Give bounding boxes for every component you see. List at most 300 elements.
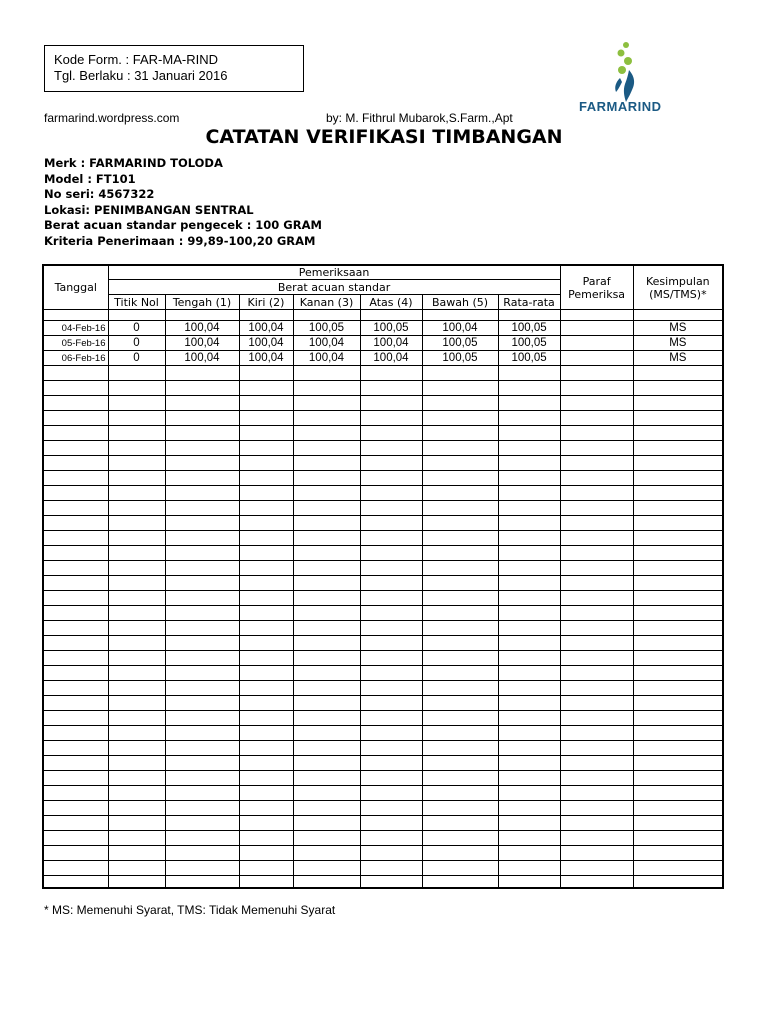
empty-cell	[165, 741, 239, 756]
empty-cell	[498, 831, 560, 846]
empty-cell	[633, 801, 722, 816]
empty-row	[44, 651, 722, 666]
empty-cell	[560, 546, 633, 561]
empty-cell	[422, 591, 498, 606]
empty-cell	[108, 651, 165, 666]
empty-cell	[422, 561, 498, 576]
empty-cell	[360, 831, 422, 846]
cell-bawah: 100,04	[422, 321, 498, 336]
empty-cell	[633, 396, 722, 411]
empty-row	[44, 816, 722, 831]
empty-cell	[239, 666, 293, 681]
empty-row	[44, 471, 722, 486]
empty-cell	[293, 651, 360, 666]
empty-cell	[108, 846, 165, 861]
empty-cell	[293, 591, 360, 606]
author-text: by: M. Fithrul Mubarok,S.Farm.,Apt	[326, 111, 513, 125]
empty-cell	[239, 771, 293, 786]
empty-cell	[165, 861, 239, 876]
logo-text: FARMARIND	[579, 99, 662, 114]
empty-cell	[360, 861, 422, 876]
empty-cell	[498, 876, 560, 890]
empty-cell	[293, 741, 360, 756]
empty-cell	[108, 861, 165, 876]
empty-row	[44, 726, 722, 741]
empty-cell	[422, 531, 498, 546]
cell-titik-nol: 0	[108, 336, 165, 351]
empty-cell	[422, 861, 498, 876]
empty-cell	[360, 486, 422, 501]
empty-cell	[108, 696, 165, 711]
empty-cell	[560, 411, 633, 426]
empty-cell	[293, 636, 360, 651]
empty-cell	[498, 591, 560, 606]
cell-tanggal: 05-Feb-16	[44, 336, 108, 351]
empty-cell	[108, 381, 165, 396]
empty-cell	[360, 681, 422, 696]
empty-cell	[165, 666, 239, 681]
cell-rata: 100,05	[498, 336, 560, 351]
empty-cell	[239, 456, 293, 471]
empty-cell	[360, 756, 422, 771]
empty-cell	[360, 696, 422, 711]
info-model: Model : FT101	[44, 171, 136, 186]
empty-cell	[422, 756, 498, 771]
empty-row	[44, 456, 722, 471]
empty-cell	[633, 786, 722, 801]
empty-cell	[44, 741, 108, 756]
cell-bawah: 100,05	[422, 336, 498, 351]
empty-cell	[560, 531, 633, 546]
empty-cell	[108, 501, 165, 516]
empty-cell	[360, 441, 422, 456]
empty-cell	[165, 441, 239, 456]
empty-cell	[633, 456, 722, 471]
empty-cell	[165, 621, 239, 636]
empty-cell	[108, 561, 165, 576]
cell-tengah: 100,04	[165, 351, 239, 366]
empty-cell	[108, 516, 165, 531]
empty-cell	[293, 756, 360, 771]
empty-cell	[560, 786, 633, 801]
header-paraf-line2: Pemeriksa	[568, 287, 626, 301]
empty-cell	[498, 531, 560, 546]
empty-cell	[498, 546, 560, 561]
empty-cell	[44, 591, 108, 606]
empty-cell	[422, 516, 498, 531]
empty-cell	[44, 456, 108, 471]
empty-cell	[108, 591, 165, 606]
empty-row	[44, 696, 722, 711]
empty-cell	[633, 561, 722, 576]
empty-row	[44, 621, 722, 636]
empty-cell	[560, 606, 633, 621]
empty-cell	[239, 636, 293, 651]
empty-cell	[360, 366, 422, 381]
empty-row	[44, 396, 722, 411]
empty-cell	[498, 426, 560, 441]
empty-cell	[422, 636, 498, 651]
empty-cell	[498, 816, 560, 831]
col-header: Tengah (1)	[165, 295, 239, 310]
empty-row	[44, 366, 722, 381]
empty-cell	[108, 621, 165, 636]
cell-tengah: 100,04	[165, 321, 239, 336]
empty-cell	[165, 801, 239, 816]
empty-cell	[633, 576, 722, 591]
empty-cell	[498, 696, 560, 711]
empty-cell	[360, 621, 422, 636]
empty-cell	[422, 816, 498, 831]
empty-cell	[165, 576, 239, 591]
empty-cell	[239, 786, 293, 801]
empty-cell	[44, 486, 108, 501]
empty-cell	[239, 696, 293, 711]
empty-cell	[44, 471, 108, 486]
empty-row	[44, 531, 722, 546]
empty-cell	[44, 861, 108, 876]
empty-cell	[498, 366, 560, 381]
col-header: Titik Nol	[108, 295, 165, 310]
empty-cell	[108, 546, 165, 561]
table-row	[44, 321, 722, 336]
empty-cell	[239, 576, 293, 591]
empty-cell	[360, 561, 422, 576]
empty-cell	[44, 711, 108, 726]
empty-cell	[422, 876, 498, 890]
col-header: Kanan (3)	[293, 295, 360, 310]
empty-cell	[560, 711, 633, 726]
empty-cell	[633, 711, 722, 726]
empty-cell	[560, 636, 633, 651]
empty-cell	[422, 846, 498, 861]
empty-cell	[44, 531, 108, 546]
empty-cell	[293, 561, 360, 576]
empty-cell	[360, 711, 422, 726]
cell-rata: 100,05	[498, 321, 560, 336]
empty-cell	[165, 411, 239, 426]
empty-cell	[108, 441, 165, 456]
page-title: CATATAN VERIFIKASI TIMBANGAN	[205, 126, 563, 148]
empty-cell	[360, 576, 422, 591]
empty-cell	[108, 816, 165, 831]
empty-cell	[44, 876, 108, 890]
empty-cell	[108, 786, 165, 801]
website-text: farmarind.wordpress.com	[44, 111, 180, 125]
empty-cell	[44, 696, 108, 711]
empty-cell	[239, 531, 293, 546]
cell-atas: 100,05	[360, 321, 422, 336]
empty-cell	[108, 606, 165, 621]
empty-cell	[108, 411, 165, 426]
empty-cell	[560, 396, 633, 411]
empty-cell	[293, 711, 360, 726]
empty-cell	[498, 441, 560, 456]
empty-cell	[44, 771, 108, 786]
empty-cell	[360, 411, 422, 426]
empty-row	[44, 606, 722, 621]
empty-row	[44, 801, 722, 816]
empty-cell	[165, 366, 239, 381]
footnote: * MS: Memenuhi Syarat, TMS: Tidak Memenuhi Syarat	[44, 903, 336, 917]
empty-cell	[239, 441, 293, 456]
empty-cell	[560, 651, 633, 666]
empty-cell	[498, 501, 560, 516]
table-row	[44, 336, 722, 351]
empty-cell	[422, 801, 498, 816]
empty-cell	[422, 411, 498, 426]
empty-cell	[293, 846, 360, 861]
empty-cell	[498, 396, 560, 411]
empty-cell	[422, 831, 498, 846]
empty-cell	[239, 381, 293, 396]
empty-cell	[633, 681, 722, 696]
empty-cell	[360, 471, 422, 486]
empty-cell	[108, 756, 165, 771]
empty-cell	[165, 516, 239, 531]
empty-cell	[633, 726, 722, 741]
empty-cell	[293, 801, 360, 816]
info-berat: Berat acuan standar pengecek : 100 GRAM	[44, 218, 322, 232]
empty-cell	[239, 516, 293, 531]
empty-cell	[293, 366, 360, 381]
empty-cell	[165, 636, 239, 651]
empty-cell	[44, 546, 108, 561]
empty-cell	[44, 426, 108, 441]
empty-cell	[239, 606, 293, 621]
form-code: Kode Form. : FAR-MA-RIND	[54, 52, 218, 67]
empty-cell	[498, 861, 560, 876]
empty-cell	[239, 396, 293, 411]
cell-paraf	[560, 321, 633, 336]
empty-cell	[239, 621, 293, 636]
empty-cell	[44, 846, 108, 861]
empty-cell	[498, 726, 560, 741]
form-code-box	[44, 45, 304, 92]
empty-cell	[560, 366, 633, 381]
cell-kanan: 100,04	[293, 351, 360, 366]
verification-grid	[44, 266, 722, 889]
empty-cell	[560, 576, 633, 591]
empty-cell	[108, 396, 165, 411]
empty-cell	[239, 756, 293, 771]
empty-cell	[560, 561, 633, 576]
empty-cell	[360, 531, 422, 546]
empty-cell	[165, 651, 239, 666]
empty-cell	[165, 486, 239, 501]
info-kriteria: Kriteria Penerimaan : 99,89-100,20 GRAM	[44, 233, 316, 248]
cell-atas: 100,04	[360, 336, 422, 351]
empty-cell	[165, 501, 239, 516]
empty-cell	[108, 801, 165, 816]
empty-cell	[560, 621, 633, 636]
empty-cell	[239, 831, 293, 846]
col-header: Bawah (5)	[422, 295, 498, 310]
empty-cell	[293, 876, 360, 890]
empty-cell	[165, 831, 239, 846]
empty-cell	[165, 816, 239, 831]
empty-cell	[239, 846, 293, 861]
empty-cell	[239, 681, 293, 696]
empty-cell	[44, 606, 108, 621]
empty-cell	[422, 501, 498, 516]
empty-cell	[560, 486, 633, 501]
info-lokasi: Lokasi: PENIMBANGAN SENTRAL	[44, 202, 254, 217]
empty-cell	[44, 726, 108, 741]
empty-cell	[633, 486, 722, 501]
empty-cell	[360, 801, 422, 816]
empty-cell	[293, 621, 360, 636]
empty-cell	[239, 366, 293, 381]
empty-cell	[360, 666, 422, 681]
cell-rata: 100,05	[498, 351, 560, 366]
empty-cell	[239, 861, 293, 876]
empty-cell	[165, 426, 239, 441]
empty-cell	[633, 696, 722, 711]
empty-cell	[239, 546, 293, 561]
empty-cell	[360, 846, 422, 861]
empty-row	[44, 861, 722, 876]
empty-cell	[293, 381, 360, 396]
header-pemeriksaan: Pemeriksaan	[108, 266, 560, 280]
empty-cell	[422, 606, 498, 621]
empty-row	[44, 741, 722, 756]
empty-cell	[633, 471, 722, 486]
empty-cell	[239, 591, 293, 606]
empty-cell	[360, 786, 422, 801]
empty-cell	[498, 576, 560, 591]
empty-cell	[360, 381, 422, 396]
empty-cell	[293, 816, 360, 831]
empty-cell	[108, 741, 165, 756]
empty-cell	[498, 516, 560, 531]
empty-cell	[498, 606, 560, 621]
empty-cell	[633, 441, 722, 456]
empty-cell	[44, 396, 108, 411]
empty-cell	[422, 576, 498, 591]
empty-cell	[498, 486, 560, 501]
empty-cell	[293, 396, 360, 411]
empty-cell	[239, 711, 293, 726]
empty-cell	[44, 516, 108, 531]
empty-cell	[293, 696, 360, 711]
cell-tengah: 100,04	[165, 336, 239, 351]
empty-cell	[239, 801, 293, 816]
info-seri: No seri: 4567322	[44, 187, 155, 201]
empty-cell	[293, 501, 360, 516]
empty-cell	[108, 486, 165, 501]
empty-cell	[165, 606, 239, 621]
empty-cell	[108, 876, 165, 890]
cell-tanggal: 06-Feb-16	[44, 351, 108, 366]
empty-cell	[422, 456, 498, 471]
empty-cell	[239, 651, 293, 666]
empty-cell	[498, 561, 560, 576]
header-kesimpulan-line1: Kesimpulan	[646, 274, 710, 288]
empty-cell	[560, 831, 633, 846]
empty-row	[44, 711, 722, 726]
empty-cell	[165, 876, 239, 890]
empty-cell	[44, 831, 108, 846]
empty-cell	[498, 756, 560, 771]
empty-cell	[165, 546, 239, 561]
empty-cell	[422, 621, 498, 636]
empty-cell	[633, 591, 722, 606]
empty-cell	[293, 681, 360, 696]
empty-cell	[633, 606, 722, 621]
empty-row	[44, 876, 722, 890]
empty-cell	[360, 546, 422, 561]
empty-cell	[293, 726, 360, 741]
empty-cell	[498, 621, 560, 636]
empty-cell	[560, 426, 633, 441]
empty-row	[44, 441, 722, 456]
empty-row	[44, 501, 722, 516]
empty-cell	[165, 846, 239, 861]
empty-cell	[293, 786, 360, 801]
empty-cell	[498, 741, 560, 756]
empty-cell	[422, 486, 498, 501]
empty-cell	[239, 876, 293, 890]
col-header: Atas (4)	[360, 295, 422, 310]
empty-row	[44, 576, 722, 591]
empty-cell	[293, 861, 360, 876]
empty-cell	[293, 831, 360, 846]
empty-cell	[165, 756, 239, 771]
empty-cell	[560, 801, 633, 816]
form-valid-date: Tgl. Berlaku : 31 Januari 2016	[54, 68, 228, 83]
empty-cell	[633, 636, 722, 651]
empty-cell	[422, 396, 498, 411]
empty-cell	[44, 411, 108, 426]
empty-cell	[633, 501, 722, 516]
empty-cell	[165, 726, 239, 741]
cell-kiri: 100,04	[239, 351, 293, 366]
empty-cell	[293, 546, 360, 561]
empty-cell	[293, 486, 360, 501]
empty-cell	[239, 816, 293, 831]
empty-cell	[633, 831, 722, 846]
empty-cell	[422, 441, 498, 456]
cell-titik-nol: 0	[108, 321, 165, 336]
col-header: Kiri (2)	[239, 295, 293, 310]
empty-cell	[498, 456, 560, 471]
empty-cell	[560, 741, 633, 756]
empty-cell	[165, 396, 239, 411]
empty-cell	[422, 651, 498, 666]
empty-cell	[108, 456, 165, 471]
empty-cell	[633, 861, 722, 876]
empty-cell	[293, 771, 360, 786]
empty-row	[44, 561, 722, 576]
header-paraf	[560, 266, 633, 310]
empty-cell	[360, 606, 422, 621]
empty-cell	[293, 576, 360, 591]
empty-cell	[165, 456, 239, 471]
empty-cell	[498, 651, 560, 666]
empty-cell	[239, 486, 293, 501]
empty-cell	[560, 381, 633, 396]
empty-cell	[165, 786, 239, 801]
cell-tanggal: 04-Feb-16	[44, 321, 108, 336]
header-kesimpulan-line2: (MS/TMS)*	[649, 287, 707, 301]
empty-cell	[498, 471, 560, 486]
cell-paraf	[560, 336, 633, 351]
empty-cell	[360, 741, 422, 756]
empty-row	[44, 381, 722, 396]
empty-cell	[633, 531, 722, 546]
empty-cell	[560, 696, 633, 711]
